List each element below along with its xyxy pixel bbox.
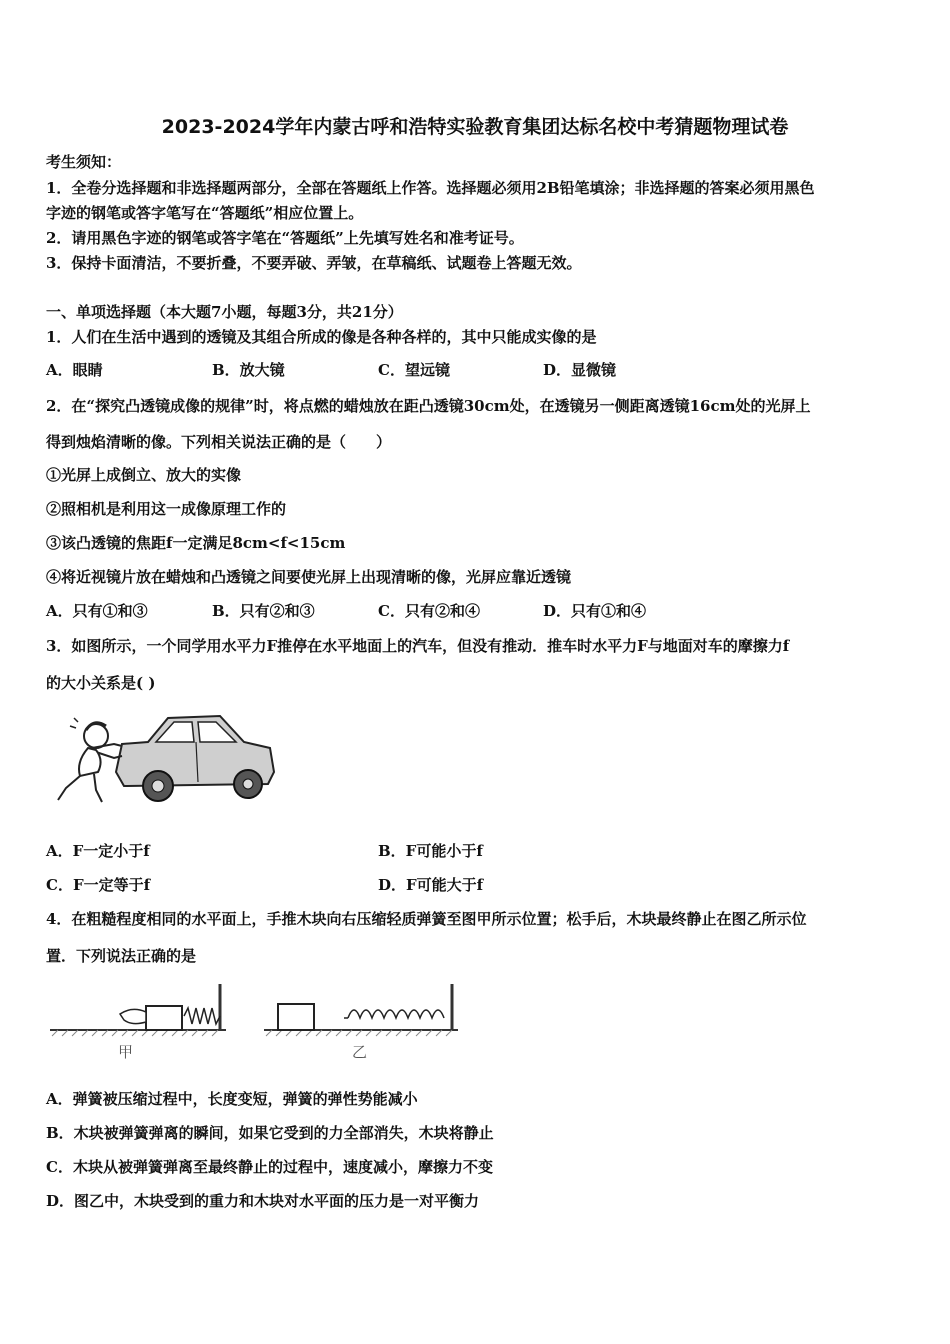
notice-heading: 考生须知： [46,153,122,171]
q2-option-b: B．只有②和③ [212,602,315,620]
q1-option-c: C．望远镜 [378,361,450,379]
q4-option-d: D．图乙中，木块受到的重力和木块对水平面的压力是一对平衡力 [46,1192,480,1210]
notice-item: 1．全卷分选择题和非选择题两部分，全部在答题纸上作答。选择题必须用2B铅笔填涂；非选择题的答案必须用黑色 [46,179,815,197]
q4-option-c: C．木块从被弹簧弹离至最终静止的过程中，速度减小，摩擦力不变 [46,1158,493,1176]
notice-item: 3．保持卡面清洁，不要折叠，不要弄破、弄皱，在草稿纸、试题卷上答题无效。 [46,254,582,272]
q3-option-d: D．F可能大于f [378,876,484,894]
q2-option-d: D．只有①和④ [543,602,647,620]
q3-stem: 3．如图所示，一个同学用水平力F推停在水平地面上的汽车，但没有推动．推车时水平力F与地面对车的摩擦力f [46,637,790,655]
notice-item: 2．请用黑色字迹的钢笔或答字笔在“答题纸”上先填写姓名和准考证号。 [46,229,524,247]
spring-block-figure [48,980,460,1062]
section-heading: 一、单项选择题（本大题7小题，每题3分，共21分） [46,303,403,321]
q2-statement: ④将近视镜片放在蜡烛和凸透镜之间要使光屏上出现清晰的像，光屏应靠近透镜 [46,568,572,586]
q3-stem: 的大小关系是( ) [46,674,156,692]
q2-option-a: A．只有①和③ [46,602,148,620]
q4-stem: 4．在粗糙程度相同的水平面上，手推木块向右压缩轻质弹簧至图甲所示位置；松手后，木块最终静止在图乙所示位 [46,910,807,928]
q1-stem: 1．人们在生活中遇到的透镜及其组合所成的像是各种各样的，其中只能成实像的是 [46,328,597,346]
q4-stem: 置．下列说法正确的是 [46,947,197,965]
q2-stem: 得到烛焰清晰的像。下列相关说法正确的是（ ） [46,433,392,451]
figure-label-yi: 乙 [352,1043,368,1061]
q1-option-a: A．眼睛 [46,361,103,379]
figure-label-jia: 甲 [118,1043,134,1061]
q3-option-c: C．F一定等于f [46,876,151,894]
q2-statement: ③该凸透镜的焦距f一定满足8cm<f<15cm [46,534,346,552]
q1-option-d: D．显微镜 [543,361,617,379]
q2-stem: 2．在“探究凸透镜成像的规律”时，将点燃的蜡烛放在距凸透镜30cm处，在透镜另一侧距离透镜16cm处的光屏上 [46,397,811,415]
q2-statement: ①光屏上成倒立、放大的实像 [46,466,242,484]
q2-statement: ②照相机是利用这一成像原理工作的 [46,500,287,518]
q4-option-a: A．弹簧被压缩过程中，长度变短，弹簧的弹性势能减小 [46,1090,418,1108]
exam-title: 2023-2024学年内蒙古呼和浩特实验教育集团达标名校中考猜题物理试卷 [161,116,789,138]
q3-option-a: A．F一定小于f [46,842,150,860]
q2-option-c: C．只有②和④ [378,602,480,620]
q4-option-b: B．木块被弹簧弹离的瞬间，如果它受到的力全部消失，木块将静止 [46,1124,494,1142]
q3-option-b: B．F可能小于f [378,842,483,860]
q1-option-b: B．放大镜 [212,361,285,379]
push-car-figure [52,706,282,808]
notice-item: 字迹的钢笔或答字笔写在“答题纸”相应位置上。 [46,204,364,222]
